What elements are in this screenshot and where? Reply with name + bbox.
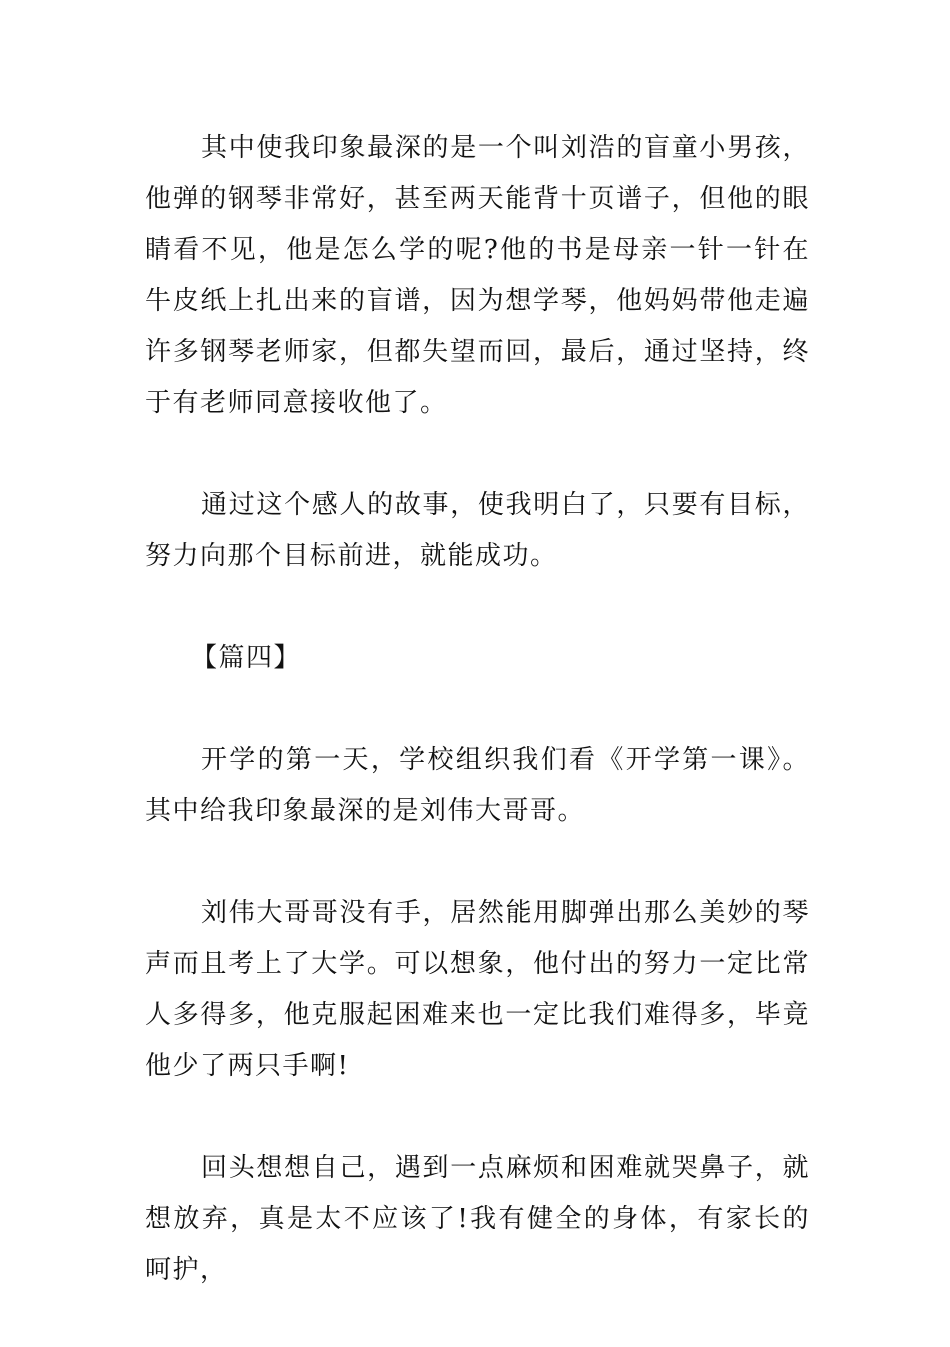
section-heading: 【篇四】 <box>191 643 302 673</box>
paragraph-liu-hao-story: 其中使我印象最深的是一个叫刘浩的盲童小男孩，他弹的钢琴非常好，甚至两天能背十页谱子，但他的眼睛看不见，他是怎么学的呢?他的书是母亲一针一针在牛皮纸上扎出来的盲谱，因为想学琴，他妈妈带他走遍许多钢琴老师家，但都失望而回，最后，通过坚持，终于有老师同意接收他了。 <box>145 133 810 418</box>
document-body <box>145 123 810 1347</box>
paragraph-liu-wei-story: 刘伟大哥哥没有手，居然能用脚弹出那么美妙的琴声而且考上了大学。可以想象，他付出的努力一定比常人多得多，他克服起困难来也一定比我们难得多，毕竟他少了两只手啊! <box>145 898 810 1081</box>
paragraph-lesson: 通过这个感人的故事，使我明白了，只要有目标，努力向那个目标前进，就能成功。 <box>145 490 810 571</box>
paragraph-reflection: 回头想想自己，遇到一点麻烦和困难就哭鼻子，就想放弃，真是太不应该了!我有健全的身体，有家长的呵护， <box>145 1153 810 1285</box>
paragraph-first-day: 开学的第一天，学校组织我们看《开学第一课》。其中给我印象最深的是刘伟大哥哥。 <box>145 745 810 826</box>
